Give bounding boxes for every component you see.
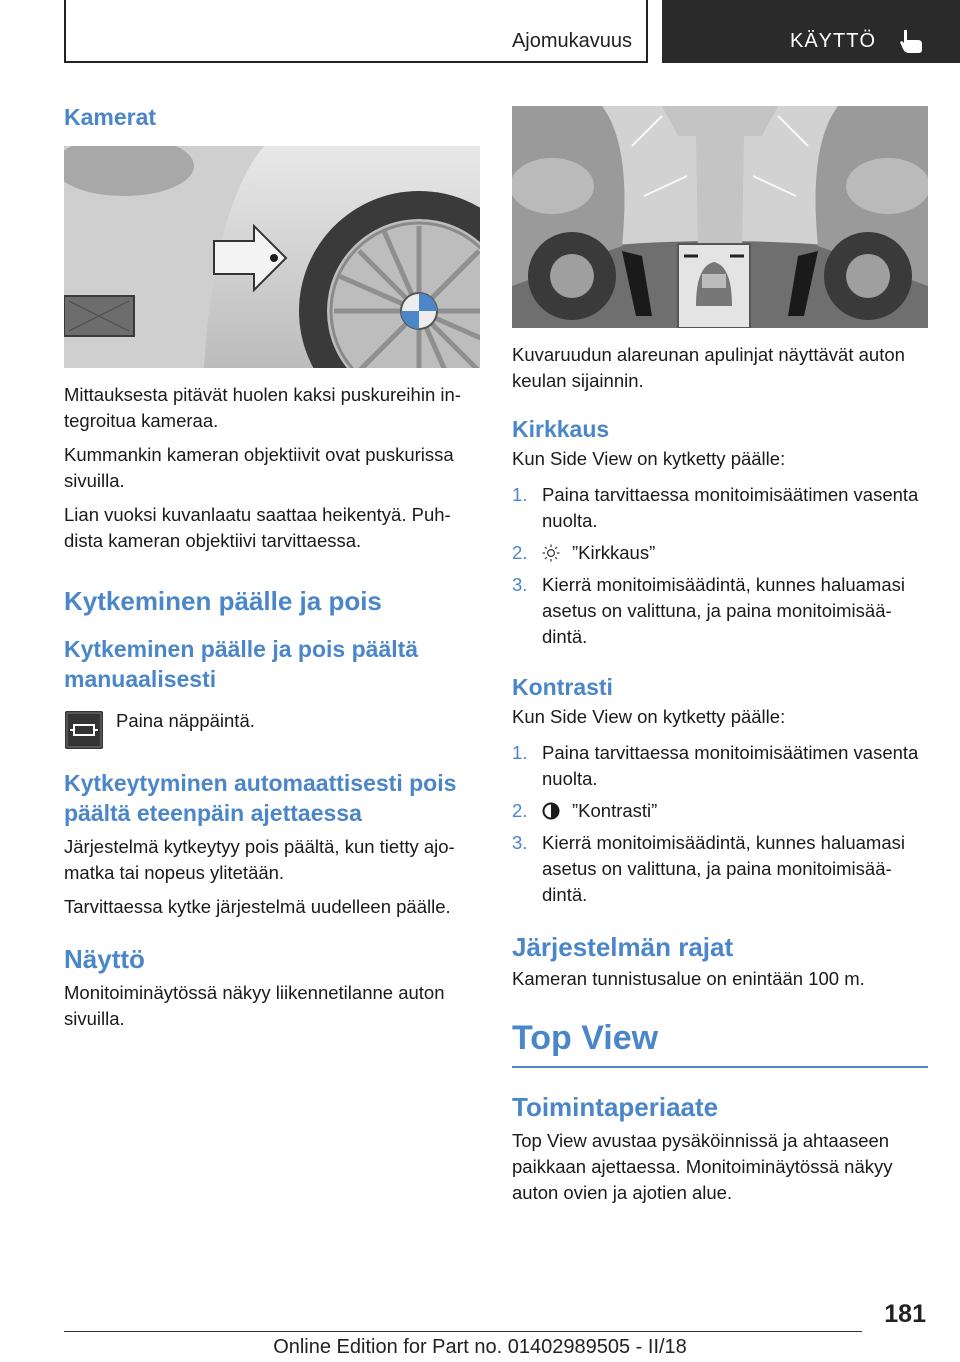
side-view-camera-button-icon [64, 710, 104, 750]
footer-edition: Online Edition for Part no. 01402989505 - II/18 [273, 1336, 687, 1358]
manual-heading: Kytkeminen päälle ja pois päältä manuaalisesti [64, 636, 419, 692]
principle-heading: Toimintaperiaate [512, 1092, 719, 1122]
contrast-intro: Kun Side View on kytketty päälle: [512, 706, 786, 727]
cameras-paragraph-2: Kummankin kameran objektiivit ovat puskurissa sivuilla. [64, 444, 454, 491]
brightness-heading: Kirkkaus [512, 416, 610, 442]
cameras-heading: Kamerat [64, 104, 157, 130]
manual-key-text: Paina näppäintä. [116, 710, 255, 731]
header-section-box [64, 0, 648, 63]
step-number: 1. [512, 742, 528, 763]
figure-caption: Kuvaruudun alareunan apulinjat näyttävät auton keulan sijainnin. [512, 344, 905, 391]
bumper-camera-figure [64, 146, 480, 368]
list-item [512, 482, 928, 534]
page-header [0, 0, 960, 66]
step-text: ”Kontrasti” [572, 800, 658, 821]
auto-off-paragraph-2: Tarvittaessa kytke järjestelmä uudelleen päälle. [64, 896, 451, 917]
step-text: Paina tarvittaessa monitoimisäätimen vasenta nuolta. [542, 484, 919, 531]
right-column [512, 106, 928, 1206]
list-item [512, 740, 928, 792]
display-heading: Näyttö [64, 944, 145, 974]
list-item [512, 572, 928, 650]
limits-heading: Järjestelmän rajat [512, 932, 734, 962]
step-number: 2. [512, 542, 528, 563]
step-text: Kierrä monitoimisäädintä, kunnes haluamasi asetus on valittuna, ja paina monitoimisää-dintä. [542, 574, 905, 647]
header-chapter-title: KÄYTTÖ [790, 30, 877, 52]
contrast-steps [512, 740, 928, 908]
list-item [512, 798, 928, 824]
cameras-paragraph-3: Lian vuoksi kuvanlaatu saattaa heikentyä. Puh-dista kameran objektiivi tarvittaessa. [64, 504, 451, 551]
page-number: 181 [884, 1300, 926, 1328]
contrast-icon [542, 802, 560, 820]
auto-off-heading: Kytkeytyminen automaattisesti pois päältä eteenpäin ajettaessa [64, 770, 457, 826]
step-number: 1. [512, 484, 528, 505]
list-item [512, 830, 928, 908]
sun-icon [542, 544, 560, 562]
side-view-display-figure [512, 106, 928, 328]
limits-text: Kameran tunnistusalue on enintään 100 m. [512, 968, 865, 989]
header-section-title: Ajomukavuus [511, 30, 632, 52]
pointing-hand-icon [898, 28, 924, 54]
list-item [512, 540, 928, 566]
principle-text: Top View avustaa pysäköinnissä ja ahtaaseen paikkaan ajettaessa. Monitoiminäytössä näkyy auton ovien ja ajotien alue. [512, 1130, 893, 1203]
display-paragraph: Monitoiminäytössä näkyy liikennetilanne auton sivuilla. [64, 982, 445, 1029]
step-text: ”Kirkkaus” [572, 542, 656, 563]
footer-divider [64, 1331, 862, 1332]
step-number: 3. [512, 574, 528, 595]
cameras-paragraph-1: Mittauksesta pitävät huolen kaksi puskureihin in-tegroitua kameraa. [64, 384, 461, 431]
topview-heading: Top View [512, 1019, 659, 1057]
left-column [64, 100, 480, 1032]
contrast-heading: Kontrasti [512, 674, 613, 700]
onoff-heading: Kytkeminen päälle ja pois [64, 586, 382, 616]
auto-off-paragraph-1: Järjestelmä kytkeytyy pois päältä, kun tietty ajo-matka tai nopeus ylitetään. [64, 836, 455, 883]
step-text: Kierrä monitoimisäädintä, kunnes haluamasi asetus on valittuna, ja paina monitoimisää-dintä. [542, 832, 905, 905]
manual-key-row [64, 708, 480, 754]
header-chapter-box [662, 0, 960, 63]
step-number: 3. [512, 832, 528, 853]
step-text: Paina tarvittaessa monitoimisäätimen vasenta nuolta. [542, 742, 919, 789]
step-number: 2. [512, 800, 528, 821]
brightness-intro: Kun Side View on kytketty päälle: [512, 448, 786, 469]
brightness-steps [512, 482, 928, 650]
